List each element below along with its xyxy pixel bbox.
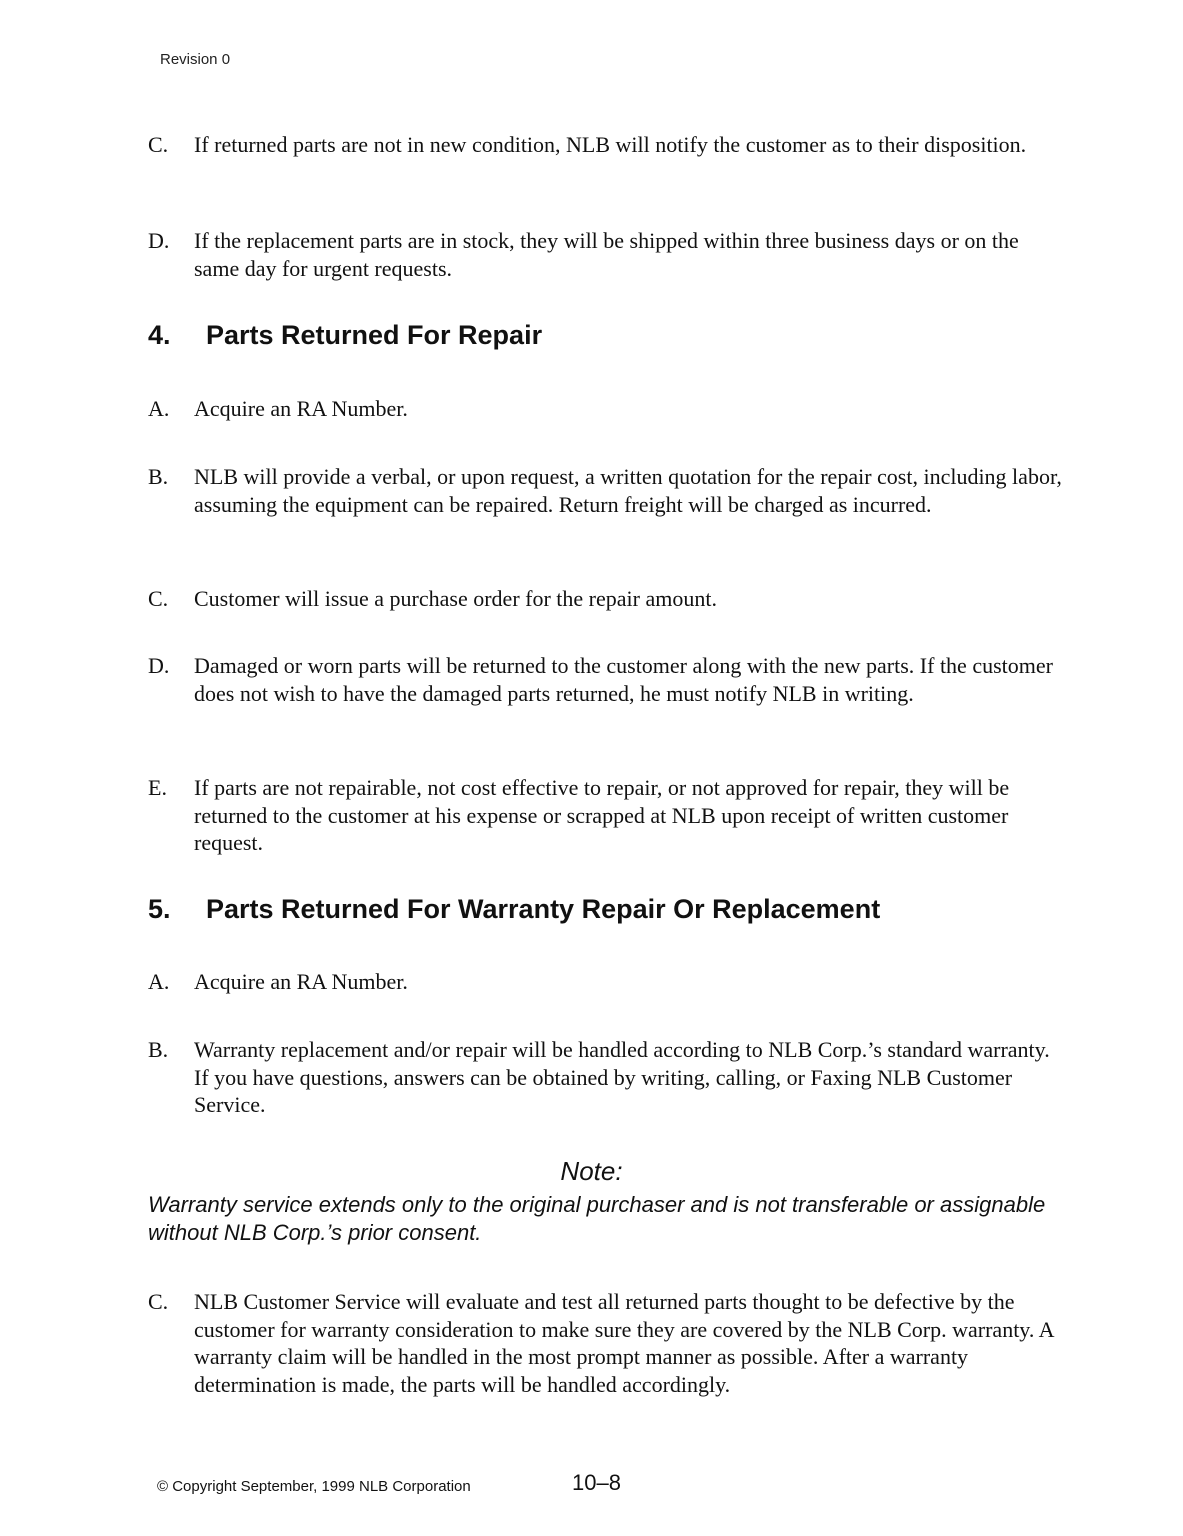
- item-text: NLB will provide a verbal, or upon request, a written quotation for the repair cost, including labor, assuming the equipment can be repaired. Return freight will be charged as incurred.: [194, 464, 1062, 517]
- item-text: If parts are not repairable, not cost effective to repair, or not approved for repair, they will be returned to the customer at his expense or scrapped at NLB upon receipt of written customer request.: [194, 775, 1010, 855]
- section-heading-5: [148, 894, 880, 925]
- list-item: [148, 652, 1068, 707]
- item-letter: C.: [148, 1289, 169, 1314]
- item-text: NLB Customer Service will evaluate and test all returned parts thought to be defective by the customer for warranty consideration to make sure they are covered by the NLB Corp. warranty. A warranty claim will be handled in the most prompt manner as possible. After a warranty determination is made, the parts will be handled accordingly.: [194, 1289, 1054, 1397]
- item-text: If the replacement parts are in stock, they will be shipped within three business days or on the same day for urgent requests.: [194, 228, 1019, 281]
- list-item: [148, 463, 1068, 518]
- section-number: 4.: [148, 320, 171, 350]
- item-letter: B.: [148, 1037, 169, 1062]
- section-heading-4: [148, 320, 542, 351]
- item-letter: A.: [148, 969, 170, 994]
- item-text: Warranty replacement and/or repair will be handled according to NLB Corp.’s standard warranty. If you have questions, answers can be obtained by writing, calling, or Faxing NLB Customer Service.: [194, 1037, 1050, 1117]
- note-title: Note:: [560, 1156, 623, 1186]
- item-letter: D.: [148, 653, 170, 678]
- item-text: Acquire an RA Number.: [194, 396, 408, 421]
- revision-label: Revision 0: [160, 51, 231, 68]
- list-item: [148, 968, 1068, 996]
- item-letter: E.: [148, 775, 167, 800]
- item-letter: B.: [148, 464, 169, 489]
- list-item: [148, 1036, 1068, 1119]
- page-number: 10–8: [572, 1470, 621, 1495]
- item-letter: C.: [148, 132, 169, 157]
- list-item: [148, 774, 1068, 857]
- list-item: [148, 585, 1068, 613]
- copyright-footer: © Copyright September, 1999 NLB Corporation: [157, 1478, 471, 1495]
- item-text: Damaged or worn parts will be returned to the customer along with the new parts. If the customer does not wish to have the damaged parts returned, he must notify NLB in writing.: [194, 653, 1053, 706]
- list-item: [148, 1288, 1068, 1398]
- section-title: Parts Returned For Warranty Repair Or Replacement: [206, 894, 881, 924]
- item-text: Customer will issue a purchase order for the repair amount.: [194, 586, 717, 611]
- section-number: 5.: [148, 894, 171, 924]
- item-text: If returned parts are not in new condition, NLB will notify the customer as to their disposition.: [194, 132, 1027, 157]
- item-letter: C.: [148, 586, 169, 611]
- item-letter: A.: [148, 396, 170, 421]
- item-letter: D.: [148, 228, 170, 253]
- list-item: [148, 395, 1068, 423]
- section-title: Parts Returned For Repair: [206, 320, 543, 350]
- note-text: Warranty service extends only to the original purchaser and is not transferable or assignable without NLB Corp.’s prior consent.: [148, 1192, 1046, 1245]
- item-text: Acquire an RA Number.: [194, 969, 408, 994]
- list-item: [148, 131, 1068, 159]
- list-item: [148, 227, 1068, 282]
